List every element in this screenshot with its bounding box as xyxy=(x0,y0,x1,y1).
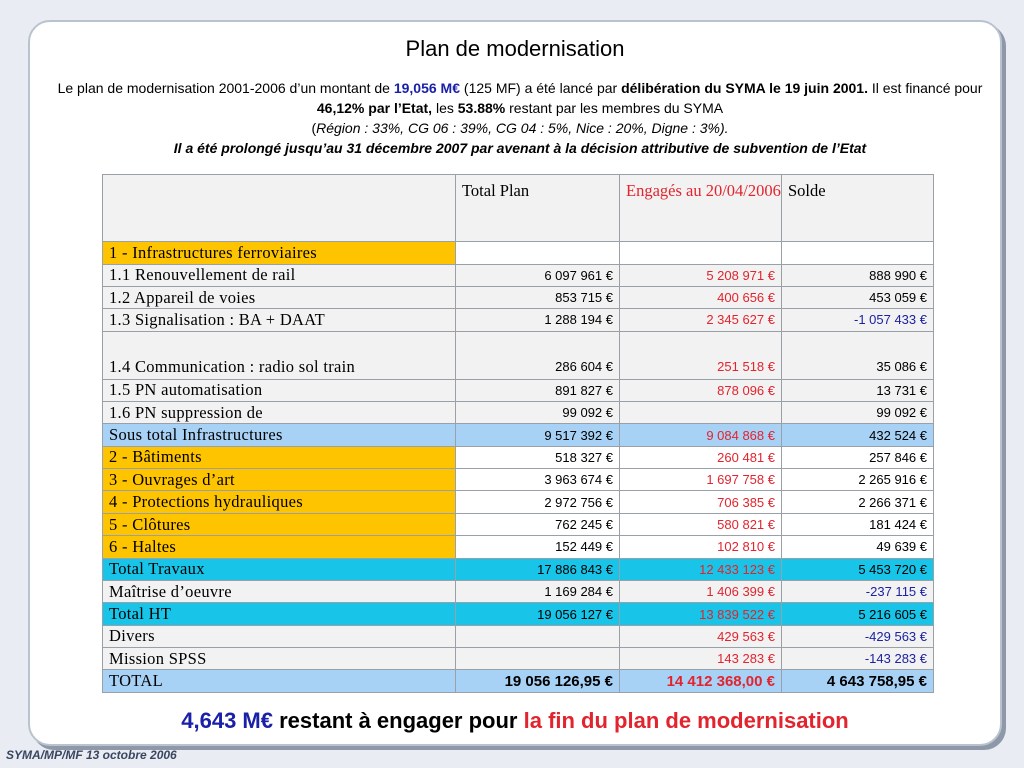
table-row xyxy=(103,580,934,602)
row-engages: 400 656 € xyxy=(620,286,782,308)
row-engages: 13 839 522 € xyxy=(620,603,782,625)
row-engages: 102 810 € xyxy=(620,536,782,558)
row-label: 1.4 Communication : radio sol train xyxy=(103,331,456,379)
row-label: TOTAL xyxy=(103,670,456,693)
row-solde: -143 283 € xyxy=(782,648,934,670)
breakdown-text: Région : 33%, CG 06 : 39%, CG 04 : 5%, Nice : 20%, Digne : 3%). xyxy=(316,120,729,136)
row-engages: 1 697 758 € xyxy=(620,469,782,491)
deliberation-text: délibération du SYMA le 19 juin 2001. xyxy=(621,80,868,96)
table-row xyxy=(103,670,934,693)
row-engages xyxy=(620,242,782,264)
summary-middle: restant à engager pour xyxy=(272,708,524,733)
row-total-plan: 17 886 843 € xyxy=(456,558,620,580)
etat-share: 46,12% par l’Etat, xyxy=(316,100,433,116)
extension-text: Il a été prolongé jusqu’au 31 décembre 2007 par avenant à la décision attributive de subvention de l’Etat xyxy=(173,140,867,156)
row-label: 1.6 PN suppression de xyxy=(103,401,456,423)
row-total-plan xyxy=(456,242,620,264)
table-row xyxy=(103,648,934,670)
table-row xyxy=(103,536,934,558)
footer-text: SYMA/MP/MF 13 octobre 2006 xyxy=(6,748,177,762)
row-total-plan: 286 604 € xyxy=(456,331,620,379)
summary-line xyxy=(30,708,1000,734)
row-total-plan: 6 097 961 € xyxy=(456,264,620,286)
table-row xyxy=(103,625,934,647)
table-row xyxy=(103,446,934,468)
row-engages: 9 084 868 € xyxy=(620,424,782,446)
intro-text-part: Il est financé pour xyxy=(867,80,983,96)
row-engages: 14 412 368,00 € xyxy=(620,670,782,693)
table-row xyxy=(103,379,934,401)
table-header-row xyxy=(103,175,934,242)
row-engages xyxy=(620,401,782,423)
row-engages: 260 481 € xyxy=(620,446,782,468)
row-total-plan: 1 169 284 € xyxy=(456,580,620,602)
row-label: 1.2 Appareil de voies xyxy=(103,286,456,308)
row-total-plan: 19 056 126,95 € xyxy=(456,670,620,693)
members-share: 53.88% xyxy=(457,100,506,116)
row-engages: 2 345 627 € xyxy=(620,309,782,331)
intro-text-part: Le plan de modernisation 2001-2006 d’un montant de xyxy=(57,80,394,96)
row-solde: 5 453 720 € xyxy=(782,558,934,580)
budget-table xyxy=(102,174,933,693)
row-total-plan: 853 715 € xyxy=(456,286,620,308)
header-label xyxy=(103,175,456,242)
row-engages: 878 096 € xyxy=(620,379,782,401)
row-total-plan: 152 449 € xyxy=(456,536,620,558)
table-row xyxy=(103,491,934,513)
header-total-plan: Total Plan xyxy=(456,175,620,242)
row-label: 6 - Haltes xyxy=(103,536,456,558)
row-solde: 49 639 € xyxy=(782,536,934,558)
row-total-plan: 2 972 756 € xyxy=(456,491,620,513)
header-engages: Engagés au 20/04/2006 xyxy=(620,175,782,242)
row-engages: 429 563 € xyxy=(620,625,782,647)
table-row xyxy=(103,558,934,580)
row-engages: 251 518 € xyxy=(620,331,782,379)
table-row xyxy=(103,469,934,491)
row-solde: 99 092 € xyxy=(782,401,934,423)
intro-text-part: ( xyxy=(311,120,317,136)
row-solde: 181 424 € xyxy=(782,513,934,535)
table-row xyxy=(103,264,934,286)
row-solde: 13 731 € xyxy=(782,379,934,401)
row-solde: 2 265 916 € xyxy=(782,469,934,491)
row-label: 3 - Ouvrages d’art xyxy=(103,469,456,491)
slide xyxy=(28,20,1002,746)
plan-amount: 19,056 M€ xyxy=(393,80,461,96)
row-total-plan xyxy=(456,648,620,670)
row-label: 5 - Clôtures xyxy=(103,513,456,535)
row-solde: 888 990 € xyxy=(782,264,934,286)
remaining-amount: 4,643 M€ xyxy=(181,708,273,733)
intro-text-part: (125 MF) a été lancé par xyxy=(460,80,622,96)
row-label: Sous total Infrastructures xyxy=(103,424,456,446)
intro-text-part: les xyxy=(432,100,458,116)
table-row xyxy=(103,286,934,308)
row-solde: -237 115 € xyxy=(782,580,934,602)
row-solde: 5 216 605 € xyxy=(782,603,934,625)
table-row xyxy=(103,242,934,264)
row-solde: -429 563 € xyxy=(782,625,934,647)
row-label: 1.5 PN automatisation xyxy=(103,379,456,401)
row-solde: 4 643 758,95 € xyxy=(782,670,934,693)
row-engages: 5 208 971 € xyxy=(620,264,782,286)
summary-end: la fin du plan de modernisation xyxy=(523,708,849,733)
row-label: Total HT xyxy=(103,603,456,625)
row-solde: 2 266 371 € xyxy=(782,491,934,513)
table-row xyxy=(103,331,934,379)
row-label: 1.3 Signalisation : BA + DAAT xyxy=(103,309,456,331)
row-label: Maîtrise d’oeuvre xyxy=(103,580,456,602)
row-engages: 580 821 € xyxy=(620,513,782,535)
header-solde: Solde xyxy=(782,175,934,242)
row-engages: 1 406 399 € xyxy=(620,580,782,602)
row-label: 2 - Bâtiments xyxy=(103,446,456,468)
table-row xyxy=(103,513,934,535)
row-solde: 432 524 € xyxy=(782,424,934,446)
intro-text-part: restant par les membres du SYMA xyxy=(505,100,724,116)
row-solde xyxy=(782,242,934,264)
row-label: 4 - Protections hydrauliques xyxy=(103,491,456,513)
row-total-plan: 762 245 € xyxy=(456,513,620,535)
row-label: 1 - Infrastructures ferroviaires xyxy=(103,242,456,264)
row-total-plan: 9 517 392 € xyxy=(456,424,620,446)
row-total-plan: 518 327 € xyxy=(456,446,620,468)
row-solde: 453 059 € xyxy=(782,286,934,308)
table-row xyxy=(103,424,934,446)
table-row xyxy=(103,309,934,331)
row-total-plan: 3 963 674 € xyxy=(456,469,620,491)
row-engages: 12 433 123 € xyxy=(620,558,782,580)
row-solde: 35 086 € xyxy=(782,331,934,379)
row-solde: 257 846 € xyxy=(782,446,934,468)
row-label: 1.1 Renouvellement de rail xyxy=(103,264,456,286)
row-solde: -1 057 433 € xyxy=(782,309,934,331)
row-engages: 143 283 € xyxy=(620,648,782,670)
row-total-plan: 1 288 194 € xyxy=(456,309,620,331)
row-total-plan: 19 056 127 € xyxy=(456,603,620,625)
row-total-plan xyxy=(456,625,620,647)
table-row xyxy=(103,603,934,625)
row-engages: 706 385 € xyxy=(620,491,782,513)
row-label: Mission SPSS xyxy=(103,648,456,670)
slide-title: Plan de modernisation xyxy=(405,36,625,61)
row-total-plan: 891 827 € xyxy=(456,379,620,401)
intro-text xyxy=(52,78,988,158)
row-label: Divers xyxy=(103,625,456,647)
row-total-plan: 99 092 € xyxy=(456,401,620,423)
table-row xyxy=(103,401,934,423)
row-label: Total Travaux xyxy=(103,558,456,580)
